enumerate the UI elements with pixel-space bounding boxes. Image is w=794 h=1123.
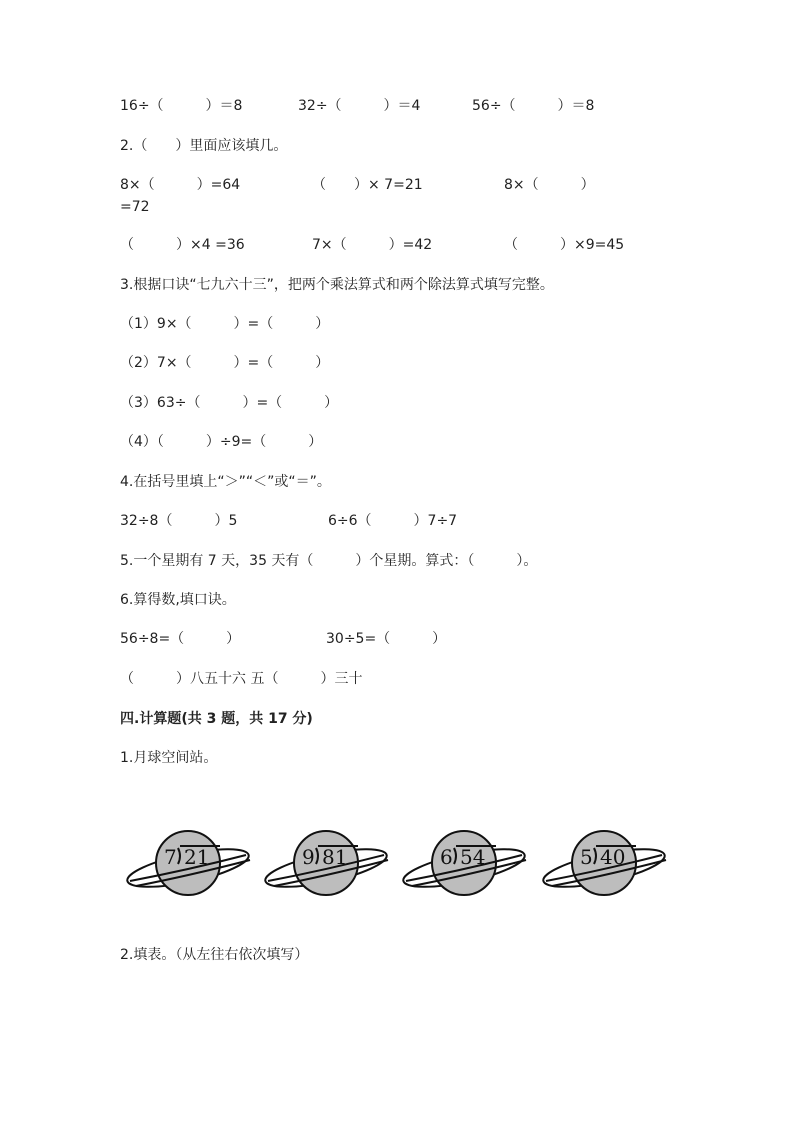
q2-item-1: 8×（ ）=64 (120, 177, 241, 193)
q2-item-3: 8×（ ） (504, 177, 595, 193)
division-item-3: 56÷（ ）＝8 (472, 98, 595, 114)
question-6-title: 6.算得数,填口诀。 (120, 592, 236, 608)
q3-item-4: （4）（ ）÷9=（ ） (120, 434, 323, 450)
q2-item-2: （ ）× 7=21 (312, 177, 423, 193)
planet-divisor: 5 (580, 845, 593, 869)
planet-dividend: 81 (322, 845, 348, 869)
section-4-q1-title: 1.月球空间站。 (120, 750, 218, 766)
q2-item-6: （ ）×9=45 (504, 237, 625, 253)
q2-item-4: （ ）×4 =36 (120, 237, 245, 253)
question-4-title: 4.在括号里填上“＞”“＜”或“＝”。 (120, 474, 331, 490)
division-item-1: 16÷（ ）＝8 (120, 98, 243, 114)
planet-dividend: 21 (184, 845, 210, 869)
planet-divisor: 9 (302, 845, 315, 869)
planet-division-3 (394, 818, 534, 908)
planet-dividend: 54 (460, 845, 486, 869)
division-item-2: 32÷（ ）＝4 (298, 98, 421, 114)
q3-item-1: （1）9×（ ）=（ ） (120, 316, 330, 332)
planet-division-2 (256, 818, 396, 908)
question-2-title: 2.（ ）里面应该填几。 (120, 138, 288, 154)
q6-item-2: 30÷5=（ ） (326, 631, 447, 647)
q6-formula-row: （ ）八五十六 五（ ）三十 (120, 671, 363, 687)
planet-divisor: 6 (440, 845, 453, 869)
planet-divisor: 7 (164, 845, 177, 869)
planet-dividend: 40 (600, 845, 626, 869)
q3-item-2: （2）7×（ ）=（ ） (120, 355, 330, 371)
q4-item-1: 32÷8（ ）5 (120, 513, 238, 529)
planet-division-1 (118, 818, 258, 908)
q3-item-3: （3）63÷（ ）=（ ） (120, 395, 339, 411)
q6-item-1: 56÷8=（ ） (120, 631, 241, 647)
q2-item-3-continued: =72 (120, 199, 150, 215)
q2-item-5: 7×（ ）=42 (312, 237, 433, 253)
section-4-q2-title: 2.填表。（从左往右依次填写） (120, 947, 309, 963)
question-3-title: 3.根据口诀“七九六十三”，把两个乘法算式和两个除法算式填写完整。 (120, 277, 554, 293)
q4-item-2: 6÷6（ ）7÷7 (328, 513, 458, 529)
planet-division-4 (534, 818, 674, 908)
question-5-title: 5.一个星期有 7 天，35 天有（ ）个星期。算式：（ ）。 (120, 553, 538, 569)
section-4-heading: 四.计算题(共 3 题，共 17 分) (120, 711, 313, 727)
